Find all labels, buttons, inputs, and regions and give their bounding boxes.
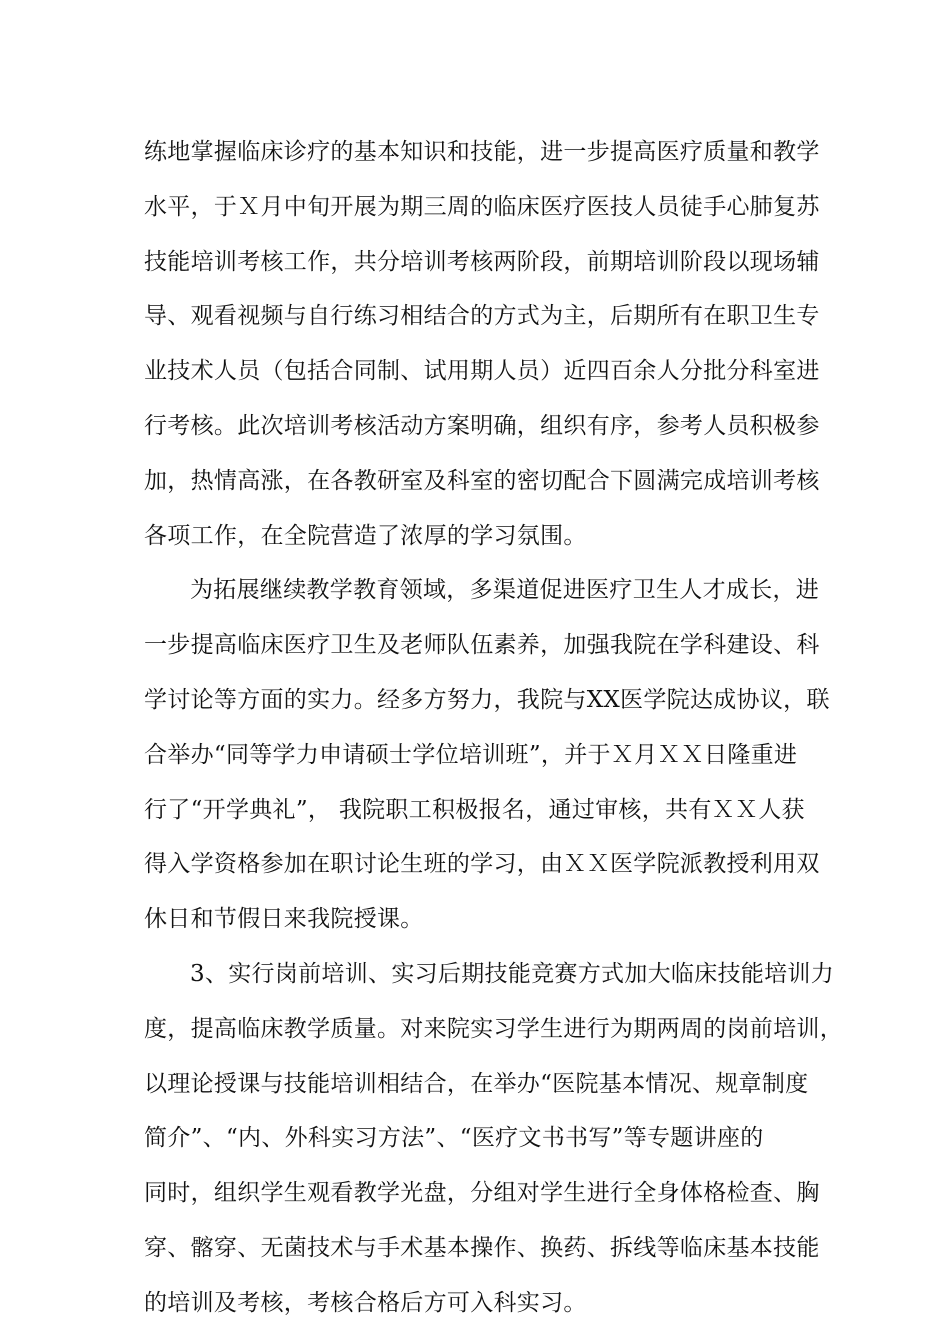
text-line: 一步提高临床医疗卫生及老师队伍素养，加强我院在学科建设、科	[144, 632, 820, 658]
text-line: 导、观看视频与自行练习相结合的方式为主，后期所有在职卫生专	[144, 303, 820, 329]
text-line: 同时，组织学生观看教学光盘，分组对学生进行全身体格检查、胸	[144, 1180, 820, 1206]
text-line: 得入学资格参加在职讨论生班的学习，由ＸＸ医学院派教授利用双	[144, 851, 820, 877]
text-line: 休日和节假日来我院授课。	[144, 906, 424, 932]
text-line: 技能培训考核工作，共分培训考核两阶段，前期培训阶段以现场辅	[144, 249, 820, 275]
text-line: 行考核。此次培训考核活动方案明确，组织有序，参考人员积极参	[144, 413, 820, 439]
paragraph-first-line: 3、实行岗前培训、实习后期技能竞赛方式加大临床技能培训力	[190, 961, 835, 987]
text-line: 练地掌握临床诊疗的基本知识和技能，进一步提高医疗质量和教学	[144, 139, 820, 165]
text-line: 合举办“同等学力申请硕士学位培训班”，并于Ｘ月ＸＸ日隆重进	[144, 742, 798, 768]
text-line: 水平，于Ｘ月中旬开展为期三周的临床医疗医技人员徒手心肺复苏	[144, 194, 820, 220]
text-line: 业技术人员（包括合同制、试用期人员）近四百余人分批分科室进	[144, 358, 820, 384]
text-line: 行了“开学典礼”， 我院职工积极报名，通过审核，共有ＸＸ人获	[144, 797, 805, 823]
text-line: 学讨论等方面的实力。经多方努力，我院与XX医学院达成协议，联	[144, 687, 830, 713]
paragraph-first-line: 为拓展继续教学教育领域，多渠道促进医疗卫生人才成长，进	[190, 577, 820, 603]
text-line: 的培训及考核，考核合格后方可入科实习。	[144, 1290, 587, 1316]
text-line: 以理论授课与技能培训相结合，在举办“医院基本情况、规章制度	[144, 1071, 809, 1097]
text-line: 穿、髂穿、无菌技术与手术基本操作、换药、拆线等临床基本技能	[144, 1235, 820, 1261]
text-line: 度，提高临床教学质量。对来院实习学生进行为期两周的岗前培训，	[144, 1016, 843, 1042]
text-line: 加，热情高涨，在各教研室及科室的密切配合下圆满完成培训考核	[144, 468, 820, 494]
text-line: 简介”、“内、外科实习方法”、“医疗文书书写”等专题讲座的	[144, 1125, 764, 1151]
text-line: 各项工作，在全院营造了浓厚的学习氛围。	[144, 523, 587, 549]
